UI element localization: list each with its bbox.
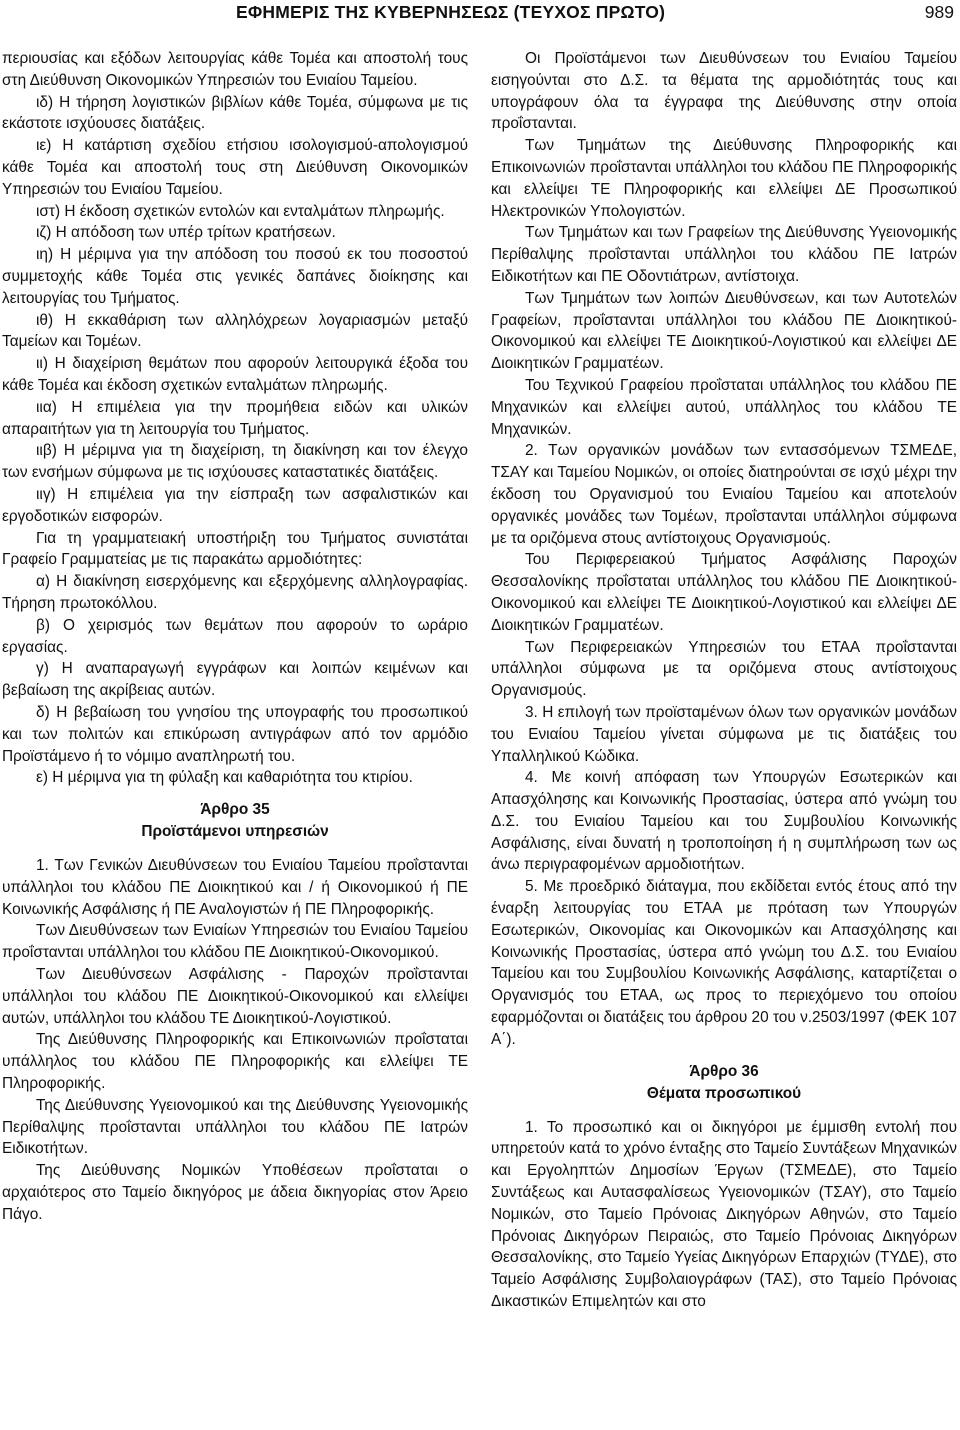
paragraph: 5. Με προεδρικό διάταγμα, που εκδίδεται εντός έτους από την έναρξη λειτουργίας του ΕΤΑΑ με πρόταση των Υπουργών Εσωτερικών, Οικονομίας και Οικονομικών και Απασχόλησης και Κοινωνικής Προστασίας, ύστερα από γνώμη του Δ.Σ. του Ενιαίου Ταμείου και του Συμβουλίου Κοινωνικής Ασφάλισης, καταρτίζεται ο Οργανισμός του ΕΤΑΑ, ως προς το περιεχόμενο του οποίου εφαρμόζονται οι διατάξεις του άρθρου 20 του ν.2503/1997 (ΦΕΚ 107 Α΄). xyxy=(491,878,957,1048)
article-number: Άρθρο 36 xyxy=(689,1062,759,1080)
paragraph: Του Τεχνικού Γραφείου προΐσταται υπάλληλος του κλάδου ΠΕ Μηχανικών και ελλείψει αυτού, υπάλληλος του κλάδου ΤΕ Μηχανικών. xyxy=(491,376,957,438)
paragraph: Των Διευθύνσεων Ασφάλισης - Παροχών προΐστανται υπάλληλοι του κλάδου ΠΕ Διοικητικού-Οικονομικού και ελλείψει αυτών, υπάλληλοι του κλάδου ΤΕ Διοικητικού-Λογιστικού. xyxy=(2,966,468,1027)
paragraph: ιζ) Η απόδοση των υπέρ τρίτων κρατήσεων. xyxy=(36,224,336,242)
paragraph: ιιγ) Η επιμέλεια για την είσπραξη των ασφαλιστικών και εργοδοτικών εισφορών. xyxy=(2,485,468,525)
paragraph: Του Περιφερειακού Τμήματος Ασφάλισης Παροχών Θεσσαλονίκης προΐσταται υπάλληλος του κλάδου ΠΕ Διοικητικού-Οικονομικού και ελλείψει ΤΕ Διοικητικού-Λογιστικού και ελλείψει ΔΕ Διοικητικών Γραμματέων. xyxy=(491,551,957,634)
paragraph: Της Διεύθυνσης Υγειονομικού και της Διεύθυνσης Υγειονομικής Περίθαλψης προΐστανται υπάλληλοι του κλάδου ΠΕ Ιατρών Ειδικοτήτων. xyxy=(2,1096,468,1158)
paragraph: Της Διεύθυνσης Πληροφορικής και Επικοινωνιών προΐσταται υπάλληλος του κλάδου ΠΕ Πληροφορικής και ελλείψει ΤΕ Πληροφορικής. xyxy=(2,1031,468,1093)
article-36-heading xyxy=(491,1061,957,1105)
paragraph: α) Η διακίνηση εισερχόμενης και εξερχόμενης αλληλογραφίας. Τήρηση πρωτοκόλλου. xyxy=(2,573,468,612)
paragraph: 2. Των οργανικών μονάδων των εντασσόμενων ΤΣΜΕΔΕ, ΤΣΑΥ και Ταμείου Νομικών, οι οποίες διατηρούνται σε ισχύ μέχρι την έκδοση του Οργανισμού του Ενιαίου Ταμείου και αποτελούν οργανικές μονάδες των Τομέων, προΐστανται υπάλληλοι σύμφωνα με τα οριζόμενα στους αντίστοιχους Οργανισμούς. xyxy=(491,442,957,547)
paragraph: β) Ο χειρισμός των θεμάτων που αφορούν το ωράριο εργασίας. xyxy=(2,616,468,656)
paragraph: 1. Των Γενικών Διευθύνσεων του Ενιαίου Ταμείου προΐστανται υπάλληλοι του κλάδου ΠΕ Διοικητικού και / ή Οικονομικού ή ΠΕ Κοινωνικής Ασφάλισης ή ΠΕ Αναλογιστών ή ΠΕ Πληροφορικής. xyxy=(2,857,468,918)
paragraph: Των Τμημάτων και των Γραφείων της Διεύθυνσης Υγειονομικής Περίθαλψης προΐστανται υπάλληλοι του κλάδου ΠΕ Ιατρών Ειδικοτήτων και ΠΕ Οδοντιάτρων, αντίστοιχα. xyxy=(491,224,957,285)
paragraph: ιιβ) Η μέριμνα για τη διαχείριση, τη διακίνηση και τον έλεγχο των ενσήμων σύμφωνα με τις ισχύουσες καταστατικές διατάξεις. xyxy=(2,442,468,482)
paragraph: ιθ) Η εκκαθάριση των αλληλόχρεων λογαριασμών μεταξύ Ταμείων και Τομέων. xyxy=(2,311,468,351)
paragraph: ε) Η μέριμνα για τη φύλαξη και καθαριότητα του κτιρίου. xyxy=(36,769,413,787)
paragraph: Οι Προϊστάμενοι των Διευθύνσεων του Ενιαίου Ταμείου εισηγούνται στο Δ.Σ. τα θέματα της αρμοδιότητάς τους και υπογράφουν όλα τα έγγραφα της Διεύθυνσης στην οποία προΐστανται. xyxy=(491,50,957,133)
paragraph: δ) Η βεβαίωση του γνησίου της υπογραφής του προσωπικού και των πολιτών και επικύρωση αντιγράφων από τον αρμόδιο Προϊστάμενο ή το νόμιμο αναπληρωτή του. xyxy=(2,703,468,765)
paragraph: Των Τμημάτων της Διεύθυνσης Πληροφορικής και Επικοινωνιών προΐστανται υπάλληλοι του κλάδου ΠΕ Πληροφορικής και ελλείψει ΤΕ Πληροφορικής και ελλείψει ΔΕ Προσωπικού Ηλεκτρονικών Υπολογιστών. xyxy=(491,137,957,220)
article-35-heading xyxy=(2,799,468,843)
right-column xyxy=(491,48,957,1313)
paragraph: Των Διευθύνσεων των Ενιαίων Υπηρεσιών του Ενιαίου Ταμείου προΐστανται υπάλληλοι του κλάδου ΠΕ Διοικητικού-Οικονομικού. xyxy=(2,922,468,962)
article-title: Θέματα προσωπικού xyxy=(646,1084,802,1102)
paragraph: ιστ) Η έκδοση σχετικών εντολών και ενταλμάτων πληρωμής. xyxy=(36,202,445,220)
paragraph: 1. Το προσωπικό και οι δικηγόροι με έμμισθη εντολή που υπηρετούν κατά το χρόνο ένταξης στο Ταμείο Συντάξεων Μηχανικών και Εργοληπτών Δημοσίων Έργων (ΤΣΜΕΔΕ), στο Ταμείο Συντάξεως και Αυτασφαλίσεως Υγειονομικών (ΤΣΑΥ), στο Ταμείο Νομικών, στο Ταμείο Πρόνοιας Δικηγόρων Αθηνών, στο Ταμείο Πρόνοιας Δικηγόρων Πειραιώς, στο Ταμείο Πρόνοιας Δικηγόρων Θεσσαλονίκης, στο Ταμείο Υγείας Δικηγόρων Επαρχιών (ΤΥΔΕ), στο Ταμείο Ασφάλισης Συμβολαιογράφων (ΤΑΣ), στο Ταμείο Πρόνοιας Δικαστικών Επιμελητών και στο xyxy=(491,1118,957,1311)
article-title: Προϊστάμενοι υπηρεσιών xyxy=(141,823,329,841)
article-number: Άρθρο 35 xyxy=(200,801,270,819)
left-column xyxy=(2,48,468,1226)
paragraph: Της Διεύθυνσης Νομικών Υποθέσεων προΐσταται ο αρχαιότερος στο Ταμείο δικηγόρος με άδεια δικηγορίας στον Άρειο Πάγο. xyxy=(2,1162,468,1223)
paragraph: Για τη γραμματειακή υποστήριξη του Τμήματος συνιστάται Γραφείο Γραμματείας με τις παρακάτω αρμοδιότητες: xyxy=(2,529,468,569)
paragraph: περιουσίας και εξόδων λειτουργίας κάθε Τομέα και αποστολή τους στη Διεύθυνση Οικονομικών Υπηρεσιών του Ενιαίου Ταμείου. xyxy=(2,50,468,89)
page-header xyxy=(0,0,960,34)
paragraph: ιη) Η μέριμνα για την απόδοση του ποσού εκ του ποσοστού συμμετοχής κάθε Τομέα στις γενικές δαπάνες διοίκησης και λειτουργίας του Τμήματος. xyxy=(2,246,468,307)
paragraph: Των Περιφερειακών Υπηρεσιών του ΕΤΑΑ προΐστανται υπάλληλοι σύμφωνα με τα οριζόμενα στους αντίστοιχους Οργανισμούς. xyxy=(491,638,957,700)
paragraph: ιι) Η διαχείριση θεμάτων που αφορούν λειτουργικά έξοδα του κάθε Τομέα και έκδοση σχετικών ενταλμάτων πληρωμής. xyxy=(2,355,468,394)
paragraph: Των Τμημάτων των λοιπών Διευθύνσεων, και των Αυτοτελών Γραφείων, προΐστανται υπάλληλοι του κλάδου ΠΕ Διοικητικού-Οικονομικού και ελλείψει ΤΕ Διοικητικού-Λογιστικού και ελλείψει ΔΕ Διοικητικών Γραμματέων. xyxy=(491,289,957,373)
paragraph: ιια) Η επιμέλεια για την προμήθεια ειδών και υλικών απαραιτήτων για τη λειτουργία του Τμήματος. xyxy=(2,398,468,438)
paragraph: ιδ) Η τήρηση λογιστικών βιβλίων κάθε Τομέα, σύμφωνα με τις εκάστοτε ισχύουσες διατάξεις. xyxy=(2,93,468,133)
paragraph: γ) Η αναπαραγωγή εγγράφων και λοιπών κειμένων και βεβαίωση της ακρίβειας αυτών. xyxy=(2,660,468,700)
paragraph: 4. Με κοινή απόφαση των Υπουργών Εσωτερικών και Απασχόλησης και Κοινωνικής Προστασίας, ύστερα από γνώμη του Δ.Σ. του Ενιαίου Ταμείου και του Συμβουλίου Κοινωνικής Ασφάλισης, είναι δυνατή η τροποποίηση ή η συμπλήρωση των ως άνω περιγραφομένων αρμοδιοτήτων. xyxy=(491,769,957,874)
gazette-title: ΕΦΗΜΕΡΙΣ ΤΗΣ ΚΥΒΕΡΝΗΣΕΩΣ (ΤΕΥΧΟΣ ΠΡΩΤΟ) xyxy=(236,2,666,22)
paragraph: 3. Η επιλογή των προϊσταμένων όλων των οργανικών μονάδων του Ενιαίου Ταμείου γίνεται σύμφωνα με τις διατάξεις του Υπαλληλικού Κώδικα. xyxy=(491,703,957,765)
paragraph: ιε) Η κατάρτιση σχεδίου ετήσιου ισολογισμού-απολογισμού κάθε Τομέα και αποστολή τους στη Διεύθυνση Οικονομικών Υπηρεσιών του Ενιαίου Ταμείου. xyxy=(2,137,468,198)
page-number: 989 xyxy=(924,2,954,22)
